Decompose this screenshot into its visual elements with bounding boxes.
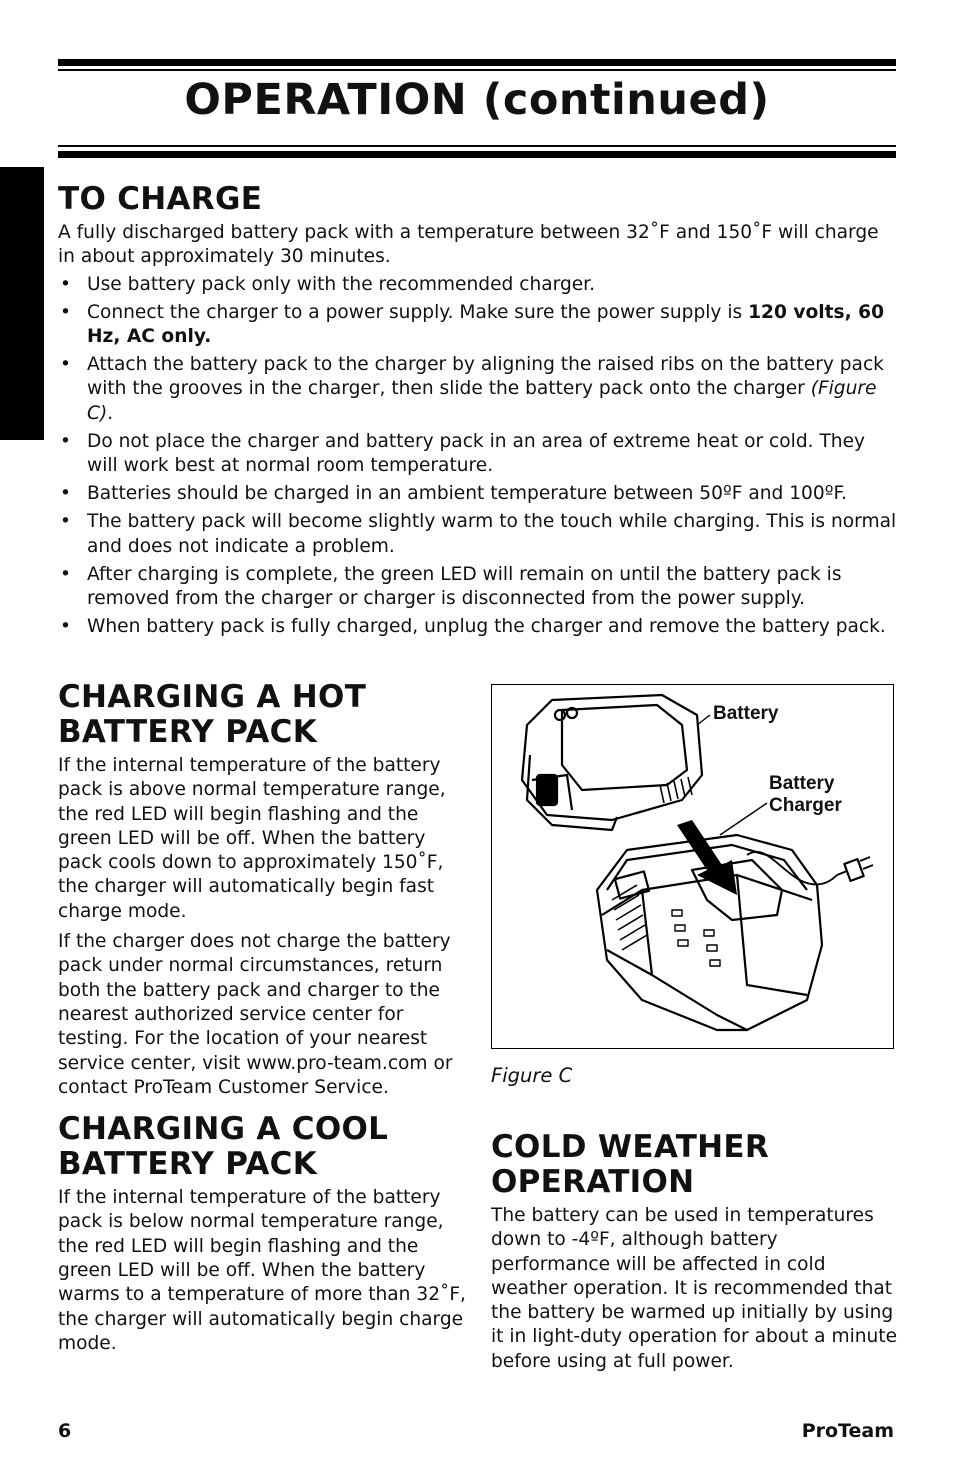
left-column (58, 680, 468, 1362)
hot-battery-paragraph-2: If the charger does not charge the battery pack under normal circumstances, return both the battery pack and charger to the nearest authorized service center for testing. For the location of your nearest service center, visit www.pro-team.com or contact ProTeam Customer Service. (58, 931, 453, 1098)
figure-c-illustration (491, 684, 894, 1049)
cold-weather-section (491, 1130, 901, 1374)
list-item: • Attach the battery pack to the charger by aligning the raised ribs on the battery pack with the grooves in the charger, then slide the battery pack onto the charger (Figure C). (58, 353, 898, 426)
list-item: • Batteries should be charged in an ambient temperature between 50ºF and 100ºF. (58, 482, 898, 506)
figure-reference: (Figure C) (87, 378, 877, 424)
header-rule-top-thin (58, 69, 896, 71)
list-item: • Use battery pack only with the recommended charger. (58, 273, 898, 297)
power-requirement-text: 120 volts, 60 Hz, AC only. (87, 301, 885, 347)
list-item: • After charging is complete, the green LED will remain on until the battery pack is removed from the charger or charger is disconnected from the power supply. (58, 563, 898, 612)
cold-weather-paragraph: The battery can be used in temperatures down to -4ºF, although battery performance will be affected in cold weather operation. It is recommended that the battery be warmed up initially by using it in light-duty operation for about a minute before using at full power. (491, 1205, 898, 1372)
to-charge-intro: A fully discharged battery pack with a temperature between 32˚F and 150˚F will charge in about approximately 30 minutes. (58, 222, 879, 268)
list-item: • The battery pack will become slightly warm to the touch while charging. This is normal and does not indicate a problem. (58, 510, 898, 559)
header-rule-bottom-thick (58, 151, 896, 158)
page-title: OPERATION (continued) (184, 75, 770, 125)
battery-charger-illustration (492, 685, 893, 1048)
footer-brand: ProTeam (801, 1420, 894, 1442)
header-rule-bottom-thin (58, 145, 896, 147)
battery-charger-label: Battery Charger (769, 773, 842, 816)
list-item: • Connect the charger to a power supply. Make sure the power supply is 120 volts, 60 Hz, AC only. (58, 301, 898, 350)
battery-label: Battery (713, 703, 779, 724)
figure-caption: Figure C (491, 1064, 573, 1087)
hot-battery-paragraph-1: If the internal temperature of the battery pack is above normal temperature range, the red LED will begin flashing and the green LED will be off. When the battery pack cools down to approximately 150˚F, the charger will automatically begin fast charge mode. (58, 755, 446, 922)
cool-battery-paragraph: If the internal temperature of the battery pack is below normal temperature range, the red LED will begin flashing and the green LED will be off. When the battery warms to a temperature of more than 32˚F, the charger will automatically begin charge mode. (58, 1187, 466, 1354)
header-rule-top-thick (58, 59, 896, 66)
section-side-tab (0, 167, 44, 440)
to-charge-bullet-list (58, 273, 898, 640)
cool-battery-heading: CHARGING A COOL BATTERY PACK (58, 1111, 389, 1183)
to-charge-section (58, 182, 898, 643)
page-number: 6 (58, 1420, 72, 1442)
cold-weather-heading: COLD WEATHER OPERATION (491, 1129, 770, 1200)
hot-battery-heading: CHARGING A HOT BATTERY PACK (58, 679, 367, 750)
list-item: • When battery pack is fully charged, unplug the charger and remove the battery pack. (58, 615, 898, 639)
to-charge-heading: TO CHARGE (58, 181, 263, 217)
list-item: • Do not place the charger and battery pack in an area of extreme heat or cold. They will work best at normal room temperature. (58, 430, 898, 479)
